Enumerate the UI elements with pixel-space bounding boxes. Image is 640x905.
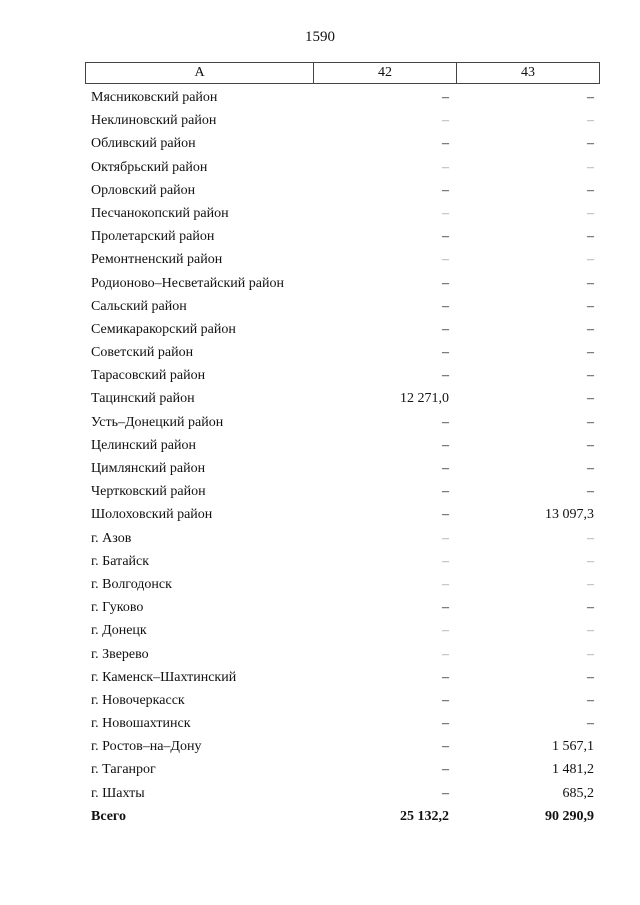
value-col-43: – [587, 229, 594, 245]
table-row [85, 156, 599, 179]
table-row [85, 503, 599, 526]
row-label: Тацинский район [91, 391, 195, 407]
row-label: Октябрьский район [91, 159, 208, 175]
value-col-43: – [587, 391, 594, 407]
value-col-42: – [442, 461, 449, 476]
value-col-43: – [587, 321, 594, 337]
value-col-42: – [442, 716, 449, 732]
value-col-43: 685,2 [562, 785, 594, 801]
value-col-43: – [587, 298, 594, 314]
table-row [85, 341, 599, 364]
table-row [85, 179, 599, 202]
table-row [85, 295, 599, 318]
value-col-42: – [442, 692, 449, 708]
value-col-43: 13 097,3 [545, 507, 594, 523]
value-col-42: – [442, 507, 449, 523]
value-col-42: – [442, 90, 449, 105]
table-row [85, 109, 599, 132]
table-row [85, 782, 599, 805]
table-row [85, 735, 599, 758]
value-col-43: – [587, 437, 594, 453]
value-col-42: – [442, 275, 449, 291]
value-col-43: – [587, 368, 594, 384]
value-col-42: – [442, 136, 449, 152]
table-row [85, 202, 599, 225]
value-col-43: – [587, 484, 594, 500]
value-col-43: – [587, 414, 594, 430]
row-label: г. Батайск [91, 553, 150, 569]
value-col-43: – [587, 692, 594, 708]
value-col-42: – [442, 205, 449, 221]
value-col-42: – [442, 437, 449, 453]
value-col-42: – [442, 600, 449, 616]
row-label: г. Новошахтинск [91, 716, 191, 732]
total-label: Всего [91, 808, 126, 824]
table-row [85, 689, 599, 712]
column-header-43: 43 [457, 63, 600, 84]
row-label: г. Зверево [91, 646, 149, 662]
value-col-42: – [442, 345, 449, 361]
row-label: Обливский район [91, 136, 196, 152]
table-row [85, 666, 599, 689]
value-col-42: – [442, 553, 449, 569]
row-label: Шолоховский район [91, 507, 213, 523]
value-col-43: – [587, 646, 594, 662]
value-col-42: – [442, 113, 449, 129]
table-row [85, 758, 599, 781]
value-col-42: – [442, 762, 449, 778]
total-row [85, 805, 599, 828]
row-label: г. Каменск–Шахтинский [91, 669, 237, 685]
value-col-42: – [442, 368, 449, 384]
value-col-43: – [587, 345, 594, 361]
row-label: г. Донецк [91, 623, 147, 639]
value-col-43: – [587, 623, 594, 639]
value-col-42: – [442, 252, 449, 268]
table-row [85, 318, 599, 341]
value-col-42: 12 271,0 [400, 391, 449, 407]
row-label: Чертковский район [91, 484, 206, 500]
value-col-43: – [587, 252, 594, 268]
row-label: Песчанокопский район [91, 205, 229, 221]
table-row [85, 248, 599, 271]
value-col-43: – [587, 159, 594, 175]
table-row [85, 527, 599, 550]
row-label: Советский район [91, 345, 194, 361]
value-col-43: – [587, 553, 594, 569]
table-row [85, 619, 599, 642]
table-row [85, 596, 599, 619]
row-label: г. Новочеркасск [91, 692, 185, 708]
row-label: г. Таганрог [91, 762, 156, 778]
table-row [85, 573, 599, 596]
value-col-42: – [442, 321, 449, 337]
value-col-43: – [587, 205, 594, 221]
value-col-42: – [442, 298, 449, 314]
value-col-42: – [442, 414, 449, 430]
column-header-42: 42 [314, 63, 457, 84]
row-label: Орловский район [91, 182, 196, 198]
value-col-42: – [442, 530, 449, 546]
value-col-43: – [587, 136, 594, 152]
total-col-42: 25 132,2 [400, 808, 449, 824]
row-label: Родионово–Несветайский район [91, 275, 284, 291]
table-row [85, 411, 599, 434]
table-row [85, 712, 599, 735]
row-label: Неклиновский район [91, 113, 217, 129]
row-label: Пролетарский район [91, 229, 215, 245]
row-label: Усть–Донецкий район [91, 414, 224, 430]
value-col-42: – [442, 576, 449, 592]
value-col-43: – [587, 90, 594, 105]
value-col-43: 1 481,2 [552, 762, 594, 778]
table-row [85, 225, 599, 248]
value-col-42: – [442, 669, 449, 685]
table-body [85, 86, 599, 828]
table-row [85, 434, 599, 457]
value-col-43: – [587, 275, 594, 291]
row-label: г. Гуково [91, 600, 144, 616]
value-col-43: – [587, 669, 594, 685]
value-col-42: – [442, 229, 449, 245]
value-col-42: – [442, 159, 449, 175]
table-row [85, 86, 599, 109]
value-col-43: – [587, 113, 594, 129]
value-col-42: – [442, 739, 449, 755]
row-label: Мясниковский район [91, 90, 218, 105]
value-col-43: – [587, 576, 594, 592]
value-col-43: – [587, 530, 594, 546]
column-header-a: А [86, 63, 314, 84]
row-label: г. Волгодонск [91, 576, 172, 592]
table-row [85, 387, 599, 410]
row-label: Цимлянский район [91, 461, 206, 476]
value-col-43: – [587, 716, 594, 732]
row-label: Ремонтненский район [91, 252, 223, 268]
value-col-43: – [587, 182, 594, 198]
value-col-43: – [587, 461, 594, 476]
table-header [85, 62, 600, 84]
value-col-42: – [442, 623, 449, 639]
page-number: 1590 [305, 29, 335, 45]
row-label: г. Ростов–на–Дону [91, 739, 202, 755]
value-col-42: – [442, 785, 449, 801]
total-col-43: 90 290,9 [545, 808, 594, 824]
value-col-43: – [587, 600, 594, 616]
table-row [85, 550, 599, 573]
row-label: г. Шахты [91, 785, 145, 801]
value-col-42: – [442, 646, 449, 662]
table-row [85, 643, 599, 666]
table-row [85, 480, 599, 503]
table-row [85, 457, 599, 480]
row-label: г. Азов [91, 530, 132, 546]
value-col-42: – [442, 182, 449, 198]
row-label: Тарасовский район [91, 368, 206, 384]
table-row [85, 364, 599, 387]
table-row [85, 132, 599, 155]
row-label: Целинский район [91, 437, 196, 453]
row-label: Сальский район [91, 298, 187, 314]
value-col-42: – [442, 484, 449, 500]
table-row [85, 272, 599, 295]
row-label: Семикаракорский район [91, 321, 236, 337]
value-col-43: 1 567,1 [552, 739, 594, 755]
